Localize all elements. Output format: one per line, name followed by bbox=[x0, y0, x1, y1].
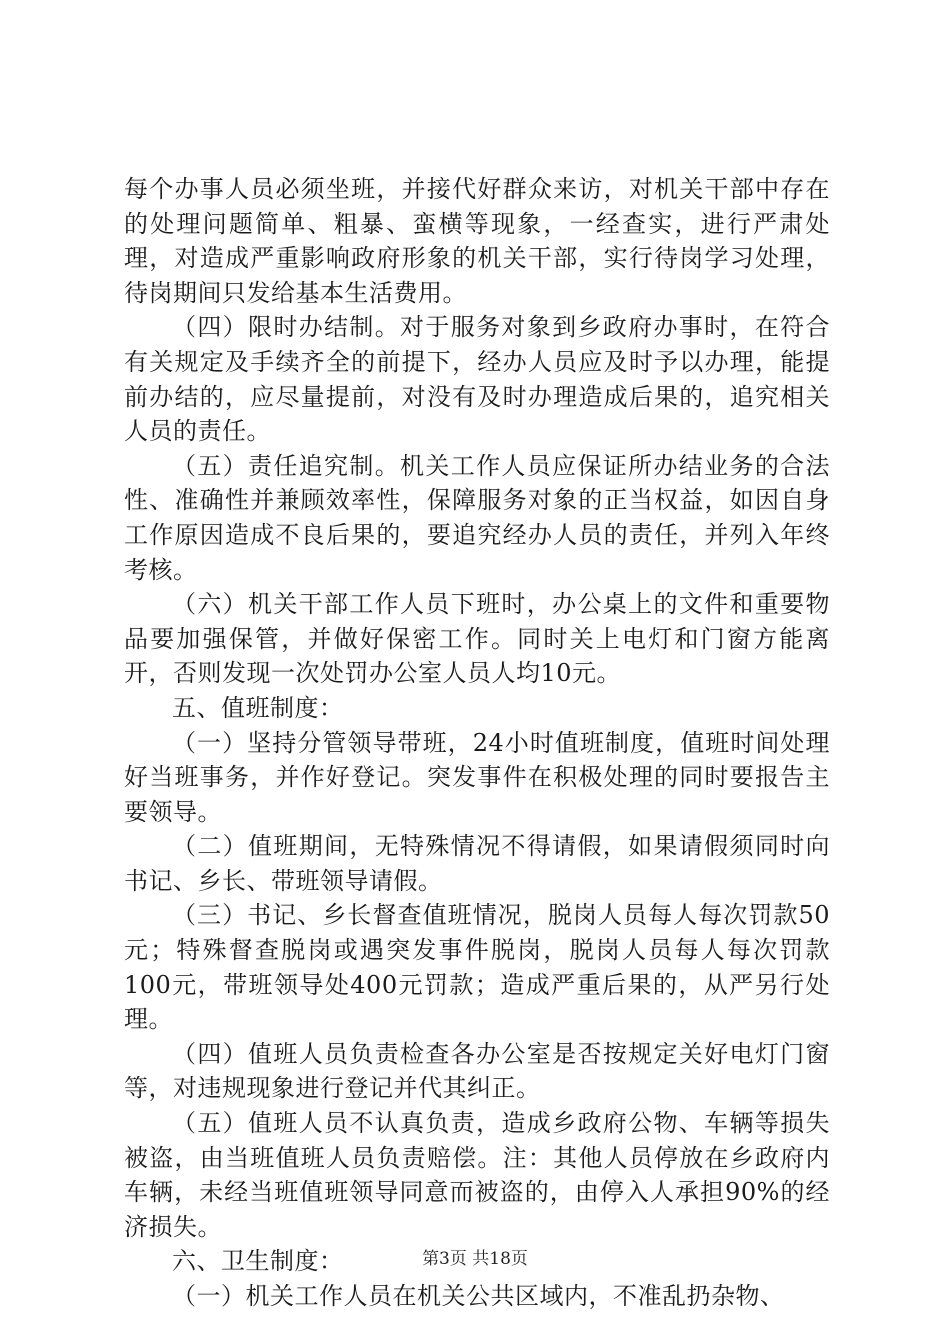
paragraph-time-limit: （四）限时办结制。对于服务对象到乡政府办事时，在符合有关规定及手续齐全的前提下，经办人员应及时予以办理，能提前办结的，应尽量提前，对没有及时办理造成后果的，追究相关人员的责任。 bbox=[124, 313, 830, 446]
page-footer: 第3页 共18页 bbox=[422, 1249, 528, 1269]
paragraph-hygiene-1: （一）机关工作人员在机关公共区域内，不准乱扔杂物、 bbox=[172, 1282, 785, 1310]
section-heading-duty: 五、值班制度： bbox=[172, 693, 344, 722]
paragraph-duty-2: （二）值班期间，无特殊情况不得请假，如果请假须同时向书记、乡长、带班领导请假。 bbox=[124, 832, 830, 895]
paragraph-continuation: 每个办事人员必须坐班，并接代好群众来访，对机关干部中存在的处理问题简单、粗暴、蛮横等现象，一经查实，进行严肃处理，对造成严重影响政府形象的机关干部，实行待岗学习处理，待岗期间只发给基本生活费用。 bbox=[124, 175, 830, 307]
paragraph-office-security: （六）机关干部工作人员下班时，办公桌上的文件和重要物品要加强保管，并做好保密工作。同时关上电灯和门窗方能离开，否则发现一次处罚办公室人员人均10元。 bbox=[124, 590, 830, 688]
paragraph-duty-4: （四）值班人员负责检查各办公室是否按规定关好电灯门窗等，对违规现象进行登记并代其纠正。 bbox=[124, 1039, 830, 1103]
paragraph-duty-1: （一）坚持分管领导带班，24小时值班制度，值班时间处理好当班事务，并作好登记。突发事件在积极处理的同时要报告主要领导。 bbox=[124, 728, 830, 826]
document-body bbox=[124, 172, 830, 1314]
paragraph-duty-3: （三）书记、乡长督查值班情况，脱岗人员每人每次罚款50元；特殊督查脱岗或遇突发事件脱岗，脱岗人员每人每次罚款100元，带班领导处400元罚款；造成严重后果的，从严另行处理。 bbox=[124, 901, 830, 1034]
paragraph-accountability: （五）责任追究制。机关工作人员应保证所办结业务的合法性、准确性并兼顾效率性，保障服务对象的正当权益，如因自身工作原因造成不良后果的，要追究经办人员的责任，并列入年终考核。 bbox=[124, 451, 830, 584]
section-heading-hygiene: 六、卫生制度： bbox=[172, 1247, 344, 1276]
paragraph-duty-5: （五）值班人员不认真负责，造成乡政府公物、车辆等损失被盗，由当班值班人员负责赔偿。注：其他人员停放在乡政府内车辆，未经当班值班领导同意而被盗的，由停入人承担90%的经济损失。 bbox=[124, 1109, 830, 1241]
